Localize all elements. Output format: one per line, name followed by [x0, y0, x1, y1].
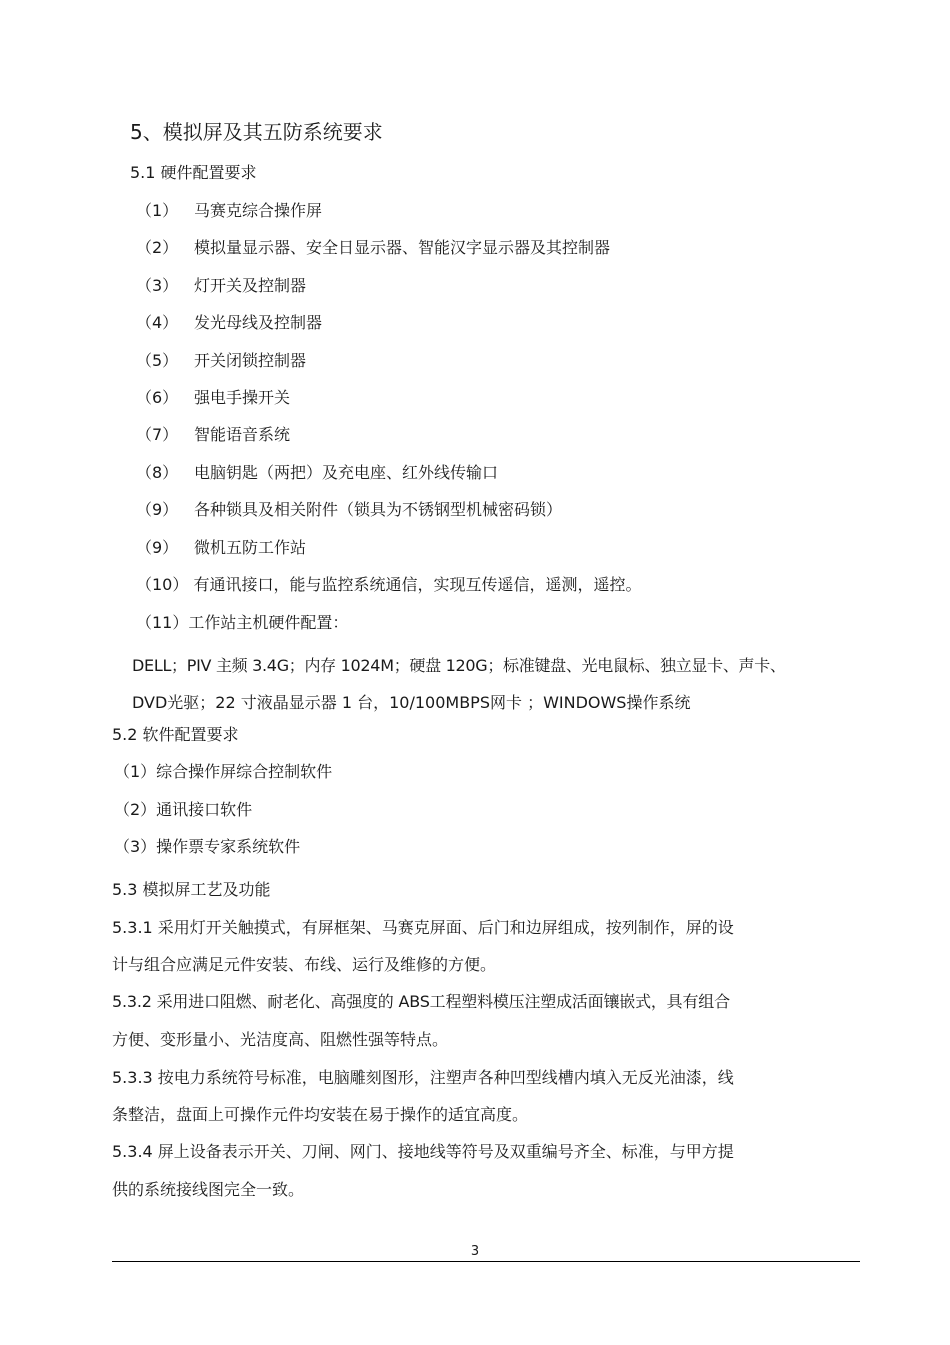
section-heading: 5、模拟屏及其五防系统要求	[130, 120, 383, 144]
paragraph-5-3-3: 5.3.3 按电力系统符号标准，电脑雕刻图形，注塑声各种凹型线槽内填入无反光油漆，线	[112, 1068, 734, 1087]
list-item-number: （6）	[136, 388, 179, 407]
paragraph-5-3-3-cont: 条整洁，盘面上可操作元件均安装在易于操作的适宜高度。	[112, 1105, 529, 1124]
list-item-number: （5）	[136, 351, 179, 370]
list-item-text: 各种锁具及相关附件（锁具为不锈钢型机械密码锁）	[194, 500, 563, 519]
list-item	[136, 276, 306, 296]
list-item-text: 电脑钥匙（两把）及充电座、红外线传输口	[194, 463, 499, 482]
list-item-number: （4）	[136, 313, 179, 332]
list-item-text: 智能语音系统	[194, 425, 291, 444]
list-item-text: 发光母线及控制器	[194, 313, 323, 332]
list-item-number: （3）	[136, 276, 179, 295]
list-item	[136, 351, 306, 371]
list-item	[136, 463, 498, 483]
paragraph-5-3-1: 5.3.1 采用灯开关触摸式，有屏框架、马赛克屏面、后门和边屏组成，按列制作，屏的设	[112, 918, 734, 937]
list-item-text: 开关闭锁控制器	[194, 351, 307, 370]
paragraph-5-3-1-cont: 计与组合应满足元件安装、布线、运行及维修的方便。	[112, 955, 497, 974]
list-item-text: 马赛克综合操作屏	[194, 201, 323, 220]
list-item-text: 微机五防工作站	[194, 538, 307, 557]
list-item	[136, 538, 306, 558]
list-item-10: （10） 有通讯接口，能与监控系统通信，实现互传遥信，遥测，遥控。	[136, 575, 642, 594]
hardware-config-line-1: DELL；PIV 主频 3.4G；内存 1024M；硬盘 120G；标准键盘、光电鼠标、独立显卡、声卡、	[132, 656, 786, 675]
list-item-text: 强电手操开关	[194, 388, 291, 407]
list-item-11: （11）工作站主机硬件配置：	[136, 613, 349, 632]
section-5-1-title: 5.1 硬件配置要求	[130, 163, 257, 182]
list-item: （2）通讯接口软件	[114, 800, 253, 819]
section-5-2-title: 5.2 软件配置要求	[112, 725, 239, 744]
list-item	[136, 313, 322, 333]
list-item-number: （1）	[136, 201, 179, 220]
paragraph-5-3-4-cont: 供的系统接线图完全一致。	[112, 1180, 305, 1199]
list-item	[136, 425, 290, 445]
list-item-number: （2）	[136, 238, 179, 257]
list-item-text: 灯开关及控制器	[194, 276, 307, 295]
page-number: 3	[470, 1244, 480, 1259]
list-item-number: （7）	[136, 425, 179, 444]
list-item: （1）综合操作屏综合控制软件	[114, 762, 333, 781]
section-5-3-title: 5.3 模拟屏工艺及功能	[112, 880, 271, 899]
list-item-number: （9）	[136, 500, 179, 519]
list-item: （3）操作票专家系统软件	[114, 837, 301, 856]
list-item-number: （9）	[136, 538, 179, 557]
list-item	[136, 500, 562, 520]
list-item	[136, 388, 290, 408]
paragraph-5-3-2: 5.3.2 采用进口阻燃、耐老化、高强度的 ABS工程塑料模压注塑成活面镶嵌式，具有组合	[112, 992, 730, 1011]
list-item-number: （8）	[136, 463, 179, 482]
footer-divider	[112, 1261, 860, 1262]
hardware-config-line-2: DVD光驱；22 寸液晶显示器 1 台，10/100MBPS网卡 ；WINDOWS操作系统	[132, 693, 691, 712]
list-item	[136, 201, 322, 221]
paragraph-5-3-4: 5.3.4 屏上设备表示开关、刀闸、网门、接地线等符号及双重编号齐全、标准，与甲方提	[112, 1142, 734, 1161]
paragraph-5-3-2-cont: 方便、变形量小、光洁度高、阻燃性强等特点。	[112, 1030, 449, 1049]
list-item-text: 模拟量显示器、安全日显示器、智能汉字显示器及其控制器	[194, 238, 611, 257]
list-item	[136, 238, 610, 258]
